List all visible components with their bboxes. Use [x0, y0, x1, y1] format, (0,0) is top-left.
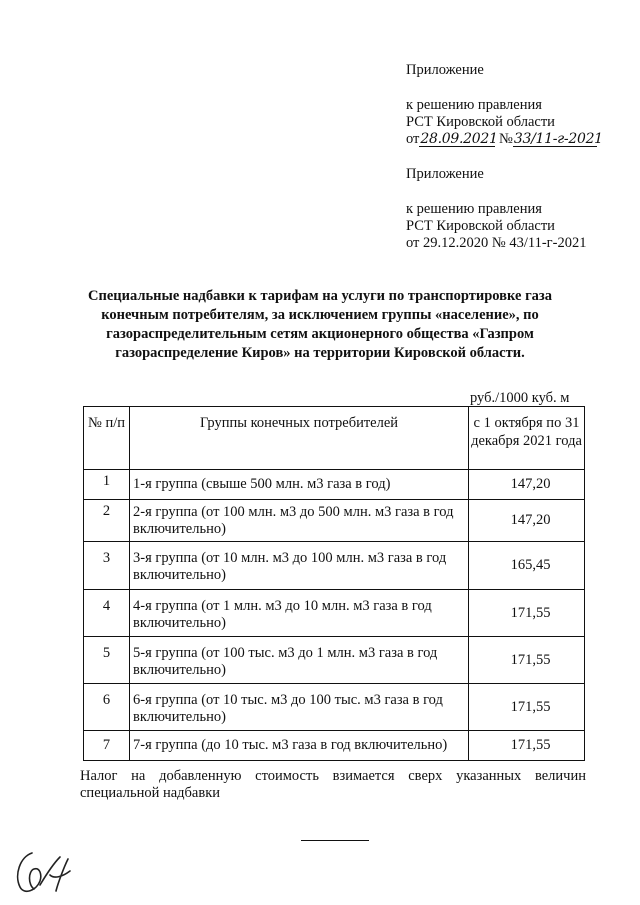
- row-value: 171,55: [469, 590, 585, 637]
- row-group: 6-я группа (от 10 тыс. м3 до 100 тыс. м3 газа в год включительно): [130, 684, 469, 731]
- row-value: 165,45: [469, 542, 585, 590]
- table-header-row: [84, 407, 585, 470]
- header-num: № п/п: [84, 407, 130, 470]
- decision-date-number: [406, 131, 603, 148]
- document-title: [60, 287, 580, 363]
- decision-label-2: к решению правления: [406, 201, 542, 217]
- appendix-label-1: Приложение: [406, 62, 484, 78]
- row-value: 147,20: [469, 470, 585, 500]
- appendix-label-2: Приложение: [406, 166, 484, 182]
- row-value: 171,55: [469, 637, 585, 684]
- row-group: 4-я группа (от 1 млн. м3 до 10 млн. м3 газа в год включительно): [130, 590, 469, 637]
- title-line: конечным потребителям, за исключением группы «население», по: [101, 307, 539, 323]
- title-line: Специальные надбавки к тарифам на услуги по транспортировке газа: [88, 288, 552, 304]
- row-value: 171,55: [469, 731, 585, 761]
- table-row: [84, 500, 585, 542]
- row-num: 5: [84, 637, 130, 684]
- handwritten-number: 33/11-г-2021: [513, 131, 603, 147]
- header-period: с 1 октября по 31 декабря 2021 года: [469, 407, 585, 470]
- unit-label: руб./1000 куб. м: [470, 390, 570, 406]
- table-row: [84, 731, 585, 761]
- row-value: 147,20: [469, 500, 585, 542]
- reference-line: от 29.12.2020 № 43/11-г-2021: [406, 235, 587, 251]
- row-num: 7: [84, 731, 130, 761]
- decision-label-1: к решению правления: [406, 97, 542, 113]
- number-label: №: [499, 131, 513, 147]
- vat-note: Налог на добавленную стоимость взимается сверх указанных величин специальной надбавки: [80, 768, 586, 801]
- row-group: 3-я группа (от 10 млн. м3 до 100 млн. м3 газа в год включительно): [130, 542, 469, 590]
- row-num: 4: [84, 590, 130, 637]
- header-group: Группы конечных потребителей: [130, 407, 469, 470]
- signature: [10, 845, 80, 900]
- row-num: 1: [84, 470, 130, 500]
- table-row: [84, 470, 585, 500]
- row-num: 2: [84, 500, 130, 542]
- org-label-2: РСТ Кировской области: [406, 218, 555, 234]
- separator-line: [301, 840, 369, 841]
- table-row: [84, 684, 585, 731]
- row-group: 1-я группа (свыше 500 млн. м3 газа в год): [130, 470, 469, 500]
- table-row: [84, 590, 585, 637]
- handwritten-date: 28.09.2021: [420, 131, 498, 147]
- table-row: [84, 637, 585, 684]
- row-group: 5-я группа (от 100 тыс. м3 до 1 млн. м3 газа в год включительно): [130, 637, 469, 684]
- title-line: газораспределительным сетям акционерного общества «Газпром: [106, 326, 534, 342]
- row-value: 171,55: [469, 684, 585, 731]
- row-num: 3: [84, 542, 130, 590]
- title-line: газораспределение Киров» на территории Кировской области.: [115, 345, 525, 361]
- org-label-1: РСТ Кировской области: [406, 114, 555, 130]
- row-num: 6: [84, 684, 130, 731]
- row-group: 2-я группа (от 100 млн. м3 до 500 млн. м3 газа в год включительно): [130, 500, 469, 542]
- tariff-table: [83, 406, 585, 761]
- table-row: [84, 542, 585, 590]
- row-group: 7-я группа (до 10 тыс. м3 газа в год включительно): [130, 731, 469, 761]
- from-label: от: [406, 131, 420, 147]
